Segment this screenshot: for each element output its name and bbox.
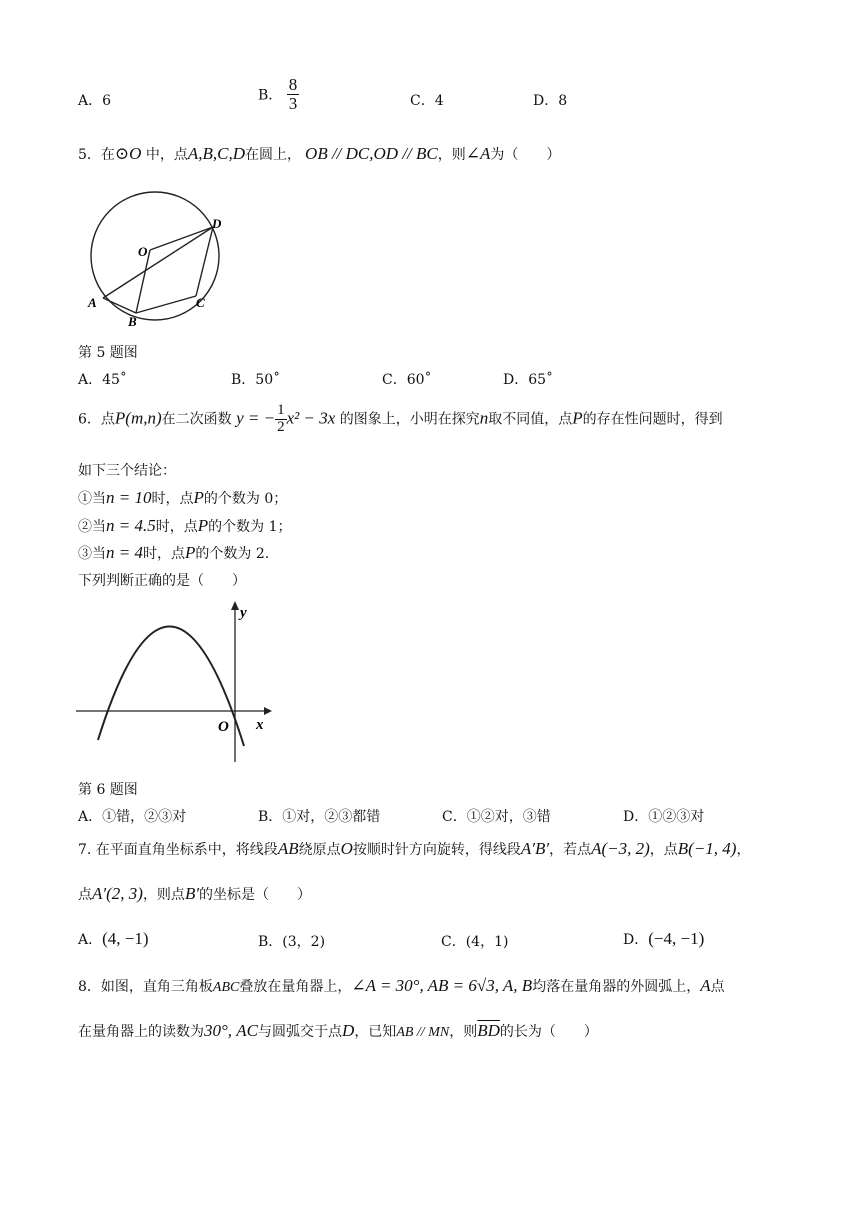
q6-y-axis-arrow xyxy=(231,601,239,610)
q7-text-b: 绕原点 xyxy=(298,842,341,858)
q6-c3-P: P xyxy=(184,543,196,562)
q6-c3-tail: 的个数为 2. xyxy=(195,546,270,562)
q7-text-a: 7. 在平面直角坐标系中，将线段 xyxy=(78,842,278,858)
q7-point-Ap: A′(2, 3) xyxy=(92,884,143,903)
q5-text-mid3: ，则 xyxy=(437,147,466,163)
q5-label-C: C xyxy=(196,295,205,310)
q5-option-a: A．45˚ xyxy=(78,372,127,388)
q5-text-mid: 中，点 xyxy=(145,147,188,163)
q5-label-B: B xyxy=(128,314,137,329)
q6-c1-tail: 的个数为 0； xyxy=(203,491,288,507)
q6-c2-prefix: ②当 xyxy=(78,519,106,535)
q6-label-y: y xyxy=(240,605,247,621)
q7-option-a-value: (4, −1) xyxy=(102,929,149,948)
q7-option-d xyxy=(623,929,704,949)
q5-text-mid2: 在圆上， xyxy=(245,147,302,163)
q5-circle-figure xyxy=(80,190,230,330)
q8-stem-line1 xyxy=(78,976,725,996)
q6-function-rhs: x² − 3x xyxy=(286,408,336,428)
q8-text-i: 的长为（ ） xyxy=(499,1024,598,1040)
q7-option-a-label: A． xyxy=(78,932,103,948)
q6-text-tail1: 的图象上，小明在探究 xyxy=(339,411,480,428)
q7-text-h: ，则点 xyxy=(142,887,185,903)
q7-stem-line1 xyxy=(78,839,750,859)
q4-option-b-numerator: 8 xyxy=(288,75,298,94)
q6-fraction-numerator: 1 xyxy=(277,402,285,418)
q6-conclusion-2 xyxy=(78,516,291,536)
q5-option-c: C．60˚ xyxy=(382,372,432,388)
q8-text-f: 与圆弧交于点 xyxy=(258,1024,343,1040)
q4-option-c xyxy=(410,90,444,110)
q4-option-d-value: 8 xyxy=(558,93,568,109)
q7-point-B: B(−1, 4) xyxy=(677,839,737,858)
q8-text-d: 点 xyxy=(710,979,725,995)
q6-c2-P: P xyxy=(197,516,209,535)
q5-center-O: O xyxy=(129,144,142,163)
q4-option-c-label: C． xyxy=(410,93,435,109)
q7-origin-O: O xyxy=(340,839,353,858)
q6-conclusion-1 xyxy=(78,488,287,508)
q7-segment-AB: AB xyxy=(277,839,299,858)
q8-text-b: 叠放在量角器上， xyxy=(239,979,352,995)
q6-c3-mid: 时，点 xyxy=(142,546,185,562)
q6-fraction xyxy=(275,403,287,436)
q5-caption: 第 5 题图 xyxy=(78,345,138,361)
q5-label-A: A xyxy=(88,295,97,310)
q8-triangle-ABC: ABC xyxy=(212,980,240,995)
q6-text-tail2: 取不同值，点 xyxy=(488,411,573,428)
q8-point-A: A xyxy=(700,976,711,995)
q8-text-a: 8．如图，直角三角板 xyxy=(78,979,213,995)
q7-text-e: ，点 xyxy=(649,842,678,858)
q5-label-O: O xyxy=(138,244,148,259)
q6-c1-P: P xyxy=(193,488,204,507)
q6-c1-prefix: ①当 xyxy=(78,491,106,507)
q5-option-b: B．50˚ xyxy=(231,372,281,388)
q8-text-e: 在量角器上的读数为 xyxy=(78,1024,204,1040)
q6-var-P: P xyxy=(572,408,583,428)
q6-c2-tail: 的个数为 1； xyxy=(208,519,292,535)
q6-text-mid: 在二次函数 xyxy=(161,411,232,428)
q6-stem-line1 xyxy=(78,403,723,436)
q6-option-a: A．①错，②③对 xyxy=(78,809,187,825)
q6-c3-prefix: ③当 xyxy=(78,546,106,562)
q4-option-b xyxy=(258,76,299,113)
q5-segment-OB xyxy=(136,250,150,313)
q4-option-b-denominator: 3 xyxy=(288,93,298,113)
q6-parabola-figure xyxy=(76,598,276,764)
q4-option-a-label: A． xyxy=(78,93,103,109)
q6-point-P: P(m,n) xyxy=(114,408,162,428)
q8-text-g: ，已知 xyxy=(354,1024,397,1040)
q4-option-b-label: B． xyxy=(258,87,283,104)
q7-option-c: C．(4，1) xyxy=(441,934,509,950)
q6-label-x: x xyxy=(256,717,264,733)
q8-degree-AC: 30°, AC xyxy=(204,1021,259,1040)
q4-option-c-value: 4 xyxy=(434,93,444,109)
q6-text-tail3: 的存在性问题时，得到 xyxy=(582,411,723,428)
q6-var-n: n xyxy=(479,408,489,428)
q6-question: 下列判断正确的是（ ） xyxy=(78,573,246,589)
q4-option-b-fraction xyxy=(287,76,300,113)
q7-point-Bp: B′ xyxy=(184,884,200,903)
q7-text-d: ，若点 xyxy=(549,842,592,858)
q5-segment-BC xyxy=(136,296,196,313)
q5-segment-CD xyxy=(196,227,213,296)
q6-c3-math: n = 4 xyxy=(106,543,143,562)
q6-option-b: B．①对，②③都错 xyxy=(258,809,381,825)
q5-stem xyxy=(78,144,560,164)
q7-option-d-label: D． xyxy=(623,932,649,948)
q6-fraction-denominator: 2 xyxy=(277,418,285,435)
q8-point-D: D xyxy=(342,1021,355,1040)
q4-option-d-label: D． xyxy=(533,93,559,109)
q6-number: 6．点 xyxy=(78,411,115,428)
q7-text-i: 的坐标是（ ） xyxy=(199,887,312,903)
q5-label-D: D xyxy=(212,216,222,231)
q7-option-a xyxy=(78,929,149,949)
q5-option-d: D．65˚ xyxy=(503,372,554,388)
q7-text-g: 点 xyxy=(78,887,92,903)
q8-parallel: AB // MN xyxy=(396,1025,450,1040)
q5-points: A,B,C,D xyxy=(187,144,246,163)
q5-angle-A: ∠A xyxy=(465,144,491,163)
q4-option-a xyxy=(78,90,111,110)
q7-stem-line2 xyxy=(78,884,311,904)
q5-circle-symbol: ⊙ xyxy=(114,144,130,163)
q5-text-tail: 为（ ） xyxy=(490,147,561,163)
q5-segment-AB xyxy=(103,298,136,313)
q8-text-h: ，则 xyxy=(449,1024,478,1040)
q6-conclusion-3 xyxy=(78,543,269,563)
q6-x-axis-arrow xyxy=(264,707,272,715)
q5-number: 5．在 xyxy=(78,147,115,163)
q5-condition: OB // DC,OD // BC xyxy=(305,144,438,163)
q4-option-a-value: 6 xyxy=(102,93,112,109)
q7-point-A: A(−3, 2) xyxy=(591,839,650,858)
q6-label-O: O xyxy=(218,719,229,735)
q5-segment-AD xyxy=(103,227,213,298)
q6-c1-mid: 时，点 xyxy=(151,491,194,507)
q6-option-d: D．①②③对 xyxy=(623,809,705,825)
q6-line2: 如下三个结论： xyxy=(78,463,176,479)
q6-c1-math: n = 10 xyxy=(106,488,152,507)
q7-option-b: B．(3，2) xyxy=(258,934,326,950)
q6-c2-math: n = 4.5 xyxy=(106,516,156,535)
q8-arc-BD: $\overline{BD}$ xyxy=(477,1021,500,1040)
q7-text-c: 按顺时针方向旋转，得线段 xyxy=(352,842,521,858)
q6-caption: 第 6 题图 xyxy=(78,782,138,798)
q7-segment-ApBp: A′B′ xyxy=(520,839,550,858)
q7-option-d-value: (−4, −1) xyxy=(648,929,705,948)
q7-text-f: ， xyxy=(736,842,751,858)
q6-c2-mid: 时，点 xyxy=(155,519,198,535)
q4-option-d xyxy=(533,90,567,110)
q6-function-lhs: y = − xyxy=(236,408,276,428)
q8-stem-line2 xyxy=(78,1021,598,1041)
q6-option-c: C．①②对，③错 xyxy=(442,809,551,825)
q8-text-c: 均落在量角器的外圆弧上， xyxy=(532,979,701,995)
q8-condition: ∠A = 30°, AB = 6√3, A, B xyxy=(351,976,533,995)
